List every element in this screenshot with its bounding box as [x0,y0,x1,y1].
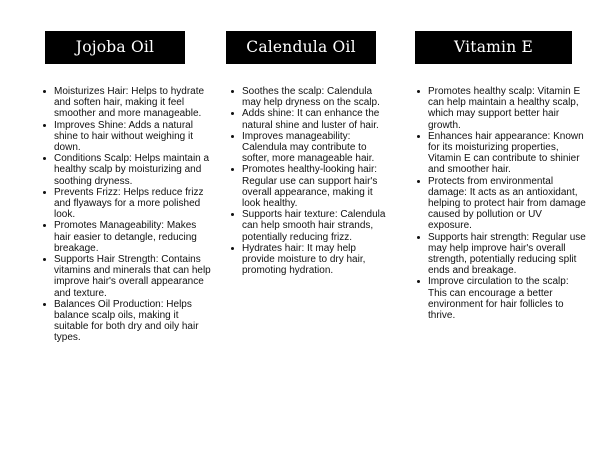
list-item: Conditions Scalp: Helps maintain a healthy scalp by moisturizing and soothing dryness. [54,153,212,187]
list-item: Protects from environmental damage: It acts as an antioxidant, helping to protect hair from damage caused by pollution or UV exposure. [428,176,588,232]
list-item: Improves manageability: Calendula may contribute to softer, more manageable hair. [242,131,388,165]
list-item: Moisturizes Hair: Helps to hydrate and soften hair, making it feel smoother and more manageable. [54,86,212,120]
calendula-oil-benefits-list [228,86,388,276]
list-item: Promotes Manageability: Makes hair easier to detangle, reducing breakage. [54,220,212,254]
column-title-calendula-oil: Calendula Oil [226,31,376,64]
vitamin-e-benefits-list [414,86,588,321]
list-item: Improves Shine: Adds a natural shine to hair without weighing it down. [54,120,212,154]
list-item: Supports hair strength: Regular use may help improve hair's overall strength, potentially reducing split ends and breakage. [428,232,588,277]
list-item: Enhances hair appearance: Known for its moisturizing properties, Vitamin E can contribute to shinier and smoother hair. [428,131,588,176]
list-item: Hydrates hair: It may help provide moisture to dry hair, promoting hydration. [242,243,388,277]
column-title-jojoba-oil: Jojoba Oil [45,31,185,64]
list-item: Balances Oil Production: Helps balance scalp oils, making it suitable for both dry and oily hair types. [54,299,212,344]
jojoba-oil-benefits-list [40,86,212,344]
list-item: Promotes healthy-looking hair: Regular use can support hair's overall appearance, making it look healthy. [242,164,388,209]
column-title-vitamin-e: Vitamin E [415,31,572,64]
list-item: Supports hair texture: Calendula can help smooth hair strands, potentially reducing frizz. [242,209,388,243]
list-item: Prevents Frizz: Helps reduce frizz and flyaways for a more polished look. [54,187,212,221]
list-item: Adds shine: It can enhance the natural shine and luster of hair. [242,108,388,130]
list-item: Soothes the scalp: Calendula may help dryness on the scalp. [242,86,388,108]
list-item: Promotes healthy scalp: Vitamin E can help maintain a healthy scalp, which may support better hair growth. [428,86,588,131]
list-item: Improve circulation to the scalp: This can encourage a better environment for hair follicles to thrive. [428,276,588,321]
list-item: Supports Hair Strength: Contains vitamins and minerals that can help improve hair's overall appearance and texture. [54,254,211,299]
